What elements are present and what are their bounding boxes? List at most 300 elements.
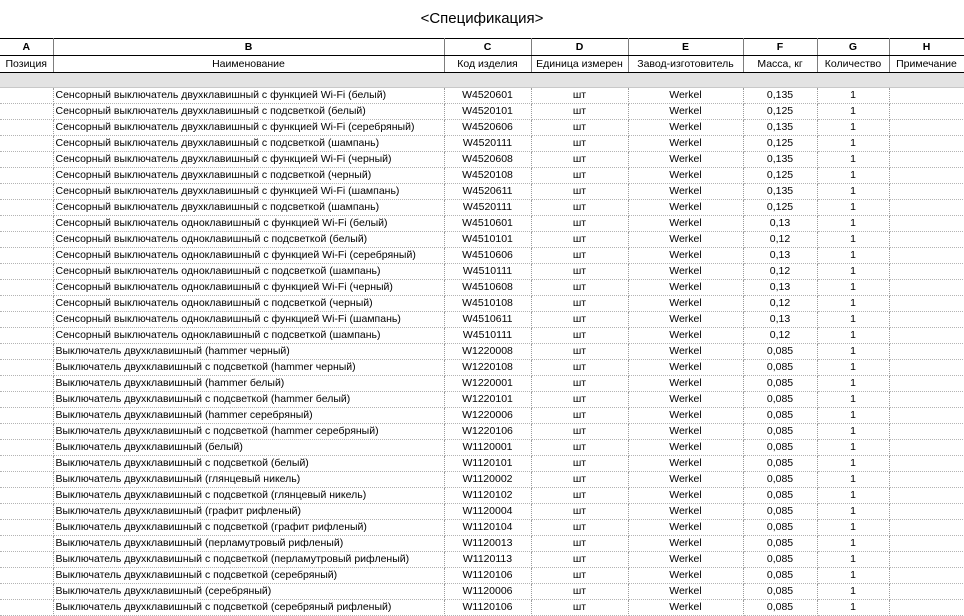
cell-position[interactable] <box>0 136 53 152</box>
cell-unit[interactable]: шт <box>531 408 628 424</box>
cell-code[interactable]: W4510611 <box>444 312 531 328</box>
cell-quantity[interactable]: 1 <box>817 232 889 248</box>
table-row[interactable] <box>0 264 964 280</box>
cell-manufacturer[interactable]: Werkel <box>628 136 743 152</box>
cell-mass[interactable]: 0,085 <box>743 568 817 584</box>
cell-quantity[interactable]: 1 <box>817 88 889 104</box>
table-row[interactable] <box>0 536 964 552</box>
cell-unit[interactable]: шт <box>531 152 628 168</box>
cell-manufacturer[interactable]: Werkel <box>628 456 743 472</box>
cell-quantity[interactable]: 1 <box>817 216 889 232</box>
cell-note[interactable] <box>889 520 964 536</box>
cell-code[interactable]: W1220106 <box>444 424 531 440</box>
table-row[interactable] <box>0 424 964 440</box>
table-row[interactable] <box>0 520 964 536</box>
table-row[interactable] <box>0 168 964 184</box>
cell-manufacturer[interactable]: Werkel <box>628 328 743 344</box>
column-letter[interactable]: F <box>743 39 817 56</box>
cell-quantity[interactable]: 1 <box>817 296 889 312</box>
table-row[interactable] <box>0 120 964 136</box>
cell-mass[interactable]: 0,13 <box>743 312 817 328</box>
cell-note[interactable] <box>889 408 964 424</box>
cell-manufacturer[interactable]: Werkel <box>628 504 743 520</box>
cell-quantity[interactable]: 1 <box>817 392 889 408</box>
cell-unit[interactable]: шт <box>531 376 628 392</box>
cell-unit[interactable]: шт <box>531 456 628 472</box>
cell-code[interactable]: W4520101 <box>444 104 531 120</box>
cell-mass[interactable]: 0,13 <box>743 280 817 296</box>
cell-note[interactable] <box>889 360 964 376</box>
cell-manufacturer[interactable]: Werkel <box>628 360 743 376</box>
cell-position[interactable] <box>0 520 53 536</box>
cell-unit[interactable]: шт <box>531 504 628 520</box>
cell-unit[interactable]: шт <box>531 136 628 152</box>
table-row[interactable] <box>0 232 964 248</box>
cell-position[interactable] <box>0 440 53 456</box>
cell-position[interactable] <box>0 152 53 168</box>
cell-mass[interactable]: 0,125 <box>743 136 817 152</box>
cell-manufacturer[interactable]: Werkel <box>628 168 743 184</box>
cell-name[interactable]: Сенсорный выключатель двухклавишный с функцией Wi-Fi (серебряный) <box>53 120 444 136</box>
cell-code[interactable]: W1220108 <box>444 360 531 376</box>
cell-unit[interactable]: шт <box>531 360 628 376</box>
cell-unit[interactable]: шт <box>531 296 628 312</box>
cell-quantity[interactable]: 1 <box>817 312 889 328</box>
cell-name[interactable]: Выключатель двухклавишный (hammer белый) <box>53 376 444 392</box>
cell-position[interactable] <box>0 568 53 584</box>
cell-unit[interactable]: шт <box>531 168 628 184</box>
cell-code[interactable]: W1120104 <box>444 520 531 536</box>
cell-code[interactable]: W1120106 <box>444 568 531 584</box>
cell-quantity[interactable]: 1 <box>817 248 889 264</box>
cell-note[interactable] <box>889 504 964 520</box>
cell-position[interactable] <box>0 328 53 344</box>
cell-position[interactable] <box>0 376 53 392</box>
cell-mass[interactable]: 0,085 <box>743 600 817 616</box>
cell-name[interactable]: Сенсорный выключатель двухклавишный с подсветкой (черный) <box>53 168 444 184</box>
cell-note[interactable] <box>889 472 964 488</box>
cell-quantity[interactable]: 1 <box>817 200 889 216</box>
cell-note[interactable] <box>889 280 964 296</box>
table-row[interactable] <box>0 344 964 360</box>
cell-code[interactable]: W4520601 <box>444 88 531 104</box>
table-row[interactable] <box>0 152 964 168</box>
cell-unit[interactable]: шт <box>531 392 628 408</box>
cell-manufacturer[interactable]: Werkel <box>628 440 743 456</box>
cell-name[interactable]: Выключатель двухклавишный (hammer черный) <box>53 344 444 360</box>
cell-name[interactable]: Выключатель двухклавишный с подсветкой (hammer серебряный) <box>53 424 444 440</box>
cell-mass[interactable]: 0,085 <box>743 520 817 536</box>
cell-manufacturer[interactable]: Werkel <box>628 568 743 584</box>
table-row[interactable] <box>0 184 964 200</box>
cell-unit[interactable]: шт <box>531 600 628 616</box>
table-row[interactable] <box>0 328 964 344</box>
cell-note[interactable] <box>889 440 964 456</box>
cell-position[interactable] <box>0 264 53 280</box>
column-header-manufacturer[interactable]: Завод-изготовитель <box>628 56 743 73</box>
cell-position[interactable] <box>0 600 53 616</box>
cell-name[interactable]: Сенсорный выключатель одноклавишный с подсветкой (шампань) <box>53 328 444 344</box>
cell-quantity[interactable]: 1 <box>817 488 889 504</box>
cell-note[interactable] <box>889 344 964 360</box>
table-row[interactable] <box>0 280 964 296</box>
cell-manufacturer[interactable]: Werkel <box>628 552 743 568</box>
cell-mass[interactable]: 0,085 <box>743 488 817 504</box>
cell-mass[interactable]: 0,085 <box>743 408 817 424</box>
cell-manufacturer[interactable]: Werkel <box>628 232 743 248</box>
cell-mass[interactable]: 0,12 <box>743 328 817 344</box>
cell-name[interactable]: Выключатель двухклавишный с подсветкой (hammer белый) <box>53 392 444 408</box>
cell-note[interactable] <box>889 152 964 168</box>
cell-unit[interactable]: шт <box>531 520 628 536</box>
cell-name[interactable]: Сенсорный выключатель двухклавишный с подсветкой (шампань) <box>53 200 444 216</box>
cell-note[interactable] <box>889 200 964 216</box>
cell-position[interactable] <box>0 456 53 472</box>
cell-note[interactable] <box>889 248 964 264</box>
table-row[interactable] <box>0 312 964 328</box>
cell-unit[interactable]: шт <box>531 232 628 248</box>
cell-name[interactable]: Выключатель двухклавишный (графит рифленый) <box>53 504 444 520</box>
cell-quantity[interactable]: 1 <box>817 120 889 136</box>
cell-note[interactable] <box>889 424 964 440</box>
cell-quantity[interactable]: 1 <box>817 280 889 296</box>
cell-code[interactable]: W1120004 <box>444 504 531 520</box>
cell-code[interactable]: W1220001 <box>444 376 531 392</box>
column-header-position[interactable]: Позиция <box>0 56 53 73</box>
cell-quantity[interactable]: 1 <box>817 344 889 360</box>
cell-name[interactable]: Сенсорный выключатель одноклавишный с функцией Wi-Fi (серебряный) <box>53 248 444 264</box>
cell-code[interactable]: W1120106 <box>444 600 531 616</box>
cell-note[interactable] <box>889 376 964 392</box>
cell-manufacturer[interactable]: Werkel <box>628 184 743 200</box>
cell-name[interactable]: Выключатель двухклавишный с подсветкой (глянцевый никель) <box>53 488 444 504</box>
cell-position[interactable] <box>0 552 53 568</box>
cell-unit[interactable]: шт <box>531 312 628 328</box>
cell-name[interactable]: Выключатель двухклавишный с подсветкой (белый) <box>53 456 444 472</box>
table-row[interactable] <box>0 136 964 152</box>
cell-note[interactable] <box>889 216 964 232</box>
table-row[interactable] <box>0 88 964 104</box>
cell-note[interactable] <box>889 104 964 120</box>
cell-position[interactable] <box>0 392 53 408</box>
cell-mass[interactable]: 0,085 <box>743 472 817 488</box>
cell-mass[interactable]: 0,085 <box>743 456 817 472</box>
cell-mass[interactable]: 0,085 <box>743 360 817 376</box>
cell-code[interactable]: W4510111 <box>444 264 531 280</box>
cell-quantity[interactable]: 1 <box>817 168 889 184</box>
cell-name[interactable]: Сенсорный выключатель одноклавишный с подсветкой (шампань) <box>53 264 444 280</box>
column-header-code[interactable]: Код изделия <box>444 56 531 73</box>
cell-code[interactable]: W1120113 <box>444 552 531 568</box>
cell-mass[interactable]: 0,135 <box>743 152 817 168</box>
table-row[interactable] <box>0 456 964 472</box>
table-row[interactable] <box>0 552 964 568</box>
cell-name[interactable]: Выключатель двухклавишный с подсветкой (серебряный) <box>53 568 444 584</box>
cell-manufacturer[interactable]: Werkel <box>628 488 743 504</box>
cell-quantity[interactable]: 1 <box>817 472 889 488</box>
cell-quantity[interactable]: 1 <box>817 456 889 472</box>
cell-manufacturer[interactable]: Werkel <box>628 280 743 296</box>
cell-position[interactable] <box>0 488 53 504</box>
cell-note[interactable] <box>889 264 964 280</box>
table-row[interactable] <box>0 200 964 216</box>
cell-name[interactable]: Выключатель двухклавишный с подсветкой (перламутровый рифленый) <box>53 552 444 568</box>
table-row[interactable] <box>0 360 964 376</box>
cell-unit[interactable]: шт <box>531 472 628 488</box>
cell-note[interactable] <box>889 584 964 600</box>
cell-position[interactable] <box>0 280 53 296</box>
cell-unit[interactable]: шт <box>531 216 628 232</box>
cell-unit[interactable]: шт <box>531 424 628 440</box>
cell-code[interactable]: W1220006 <box>444 408 531 424</box>
cell-position[interactable] <box>0 88 53 104</box>
cell-manufacturer[interactable]: Werkel <box>628 376 743 392</box>
table-row[interactable] <box>0 600 964 616</box>
cell-note[interactable] <box>889 296 964 312</box>
column-header-unit[interactable]: Единица измерен <box>531 56 628 73</box>
cell-position[interactable] <box>0 216 53 232</box>
cell-note[interactable] <box>889 168 964 184</box>
column-letter[interactable]: D <box>531 39 628 56</box>
cell-note[interactable] <box>889 456 964 472</box>
cell-note[interactable] <box>889 232 964 248</box>
cell-name[interactable]: Сенсорный выключатель одноклавишный с подсветкой (белый) <box>53 232 444 248</box>
table-row[interactable] <box>0 392 964 408</box>
cell-code[interactable]: W4520108 <box>444 168 531 184</box>
cell-name[interactable]: Сенсорный выключатель двухклавишный с функцией Wi-Fi (черный) <box>53 152 444 168</box>
cell-mass[interactable]: 0,135 <box>743 88 817 104</box>
cell-unit[interactable]: шт <box>531 344 628 360</box>
column-header-note[interactable]: Примечание <box>889 56 964 73</box>
cell-note[interactable] <box>889 392 964 408</box>
cell-mass[interactable]: 0,085 <box>743 584 817 600</box>
table-row[interactable] <box>0 504 964 520</box>
cell-name[interactable]: Выключатель двухклавишный с подсветкой (hammer черный) <box>53 360 444 376</box>
cell-quantity[interactable]: 1 <box>817 600 889 616</box>
cell-position[interactable] <box>0 536 53 552</box>
cell-note[interactable] <box>889 552 964 568</box>
cell-note[interactable] <box>889 120 964 136</box>
cell-position[interactable] <box>0 504 53 520</box>
cell-mass[interactable]: 0,085 <box>743 392 817 408</box>
cell-manufacturer[interactable]: Werkel <box>628 584 743 600</box>
cell-unit[interactable]: шт <box>531 200 628 216</box>
column-letter[interactable]: G <box>817 39 889 56</box>
cell-quantity[interactable]: 1 <box>817 136 889 152</box>
cell-note[interactable] <box>889 328 964 344</box>
cell-quantity[interactable]: 1 <box>817 264 889 280</box>
cell-unit[interactable]: шт <box>531 120 628 136</box>
table-row[interactable] <box>0 376 964 392</box>
cell-name[interactable]: Сенсорный выключатель двухклавишный с функцией Wi-Fi (белый) <box>53 88 444 104</box>
cell-name[interactable]: Сенсорный выключатель двухклавишный с подсветкой (шампань) <box>53 136 444 152</box>
cell-position[interactable] <box>0 120 53 136</box>
cell-manufacturer[interactable]: Werkel <box>628 408 743 424</box>
cell-manufacturer[interactable]: Werkel <box>628 472 743 488</box>
cell-code[interactable]: W1120006 <box>444 584 531 600</box>
cell-code[interactable]: W1220101 <box>444 392 531 408</box>
cell-position[interactable] <box>0 232 53 248</box>
cell-manufacturer[interactable]: Werkel <box>628 600 743 616</box>
cell-manufacturer[interactable]: Werkel <box>628 536 743 552</box>
cell-position[interactable] <box>0 424 53 440</box>
table-row[interactable] <box>0 104 964 120</box>
cell-position[interactable] <box>0 248 53 264</box>
cell-note[interactable] <box>889 136 964 152</box>
cell-code[interactable]: W4520606 <box>444 120 531 136</box>
cell-unit[interactable]: шт <box>531 248 628 264</box>
cell-note[interactable] <box>889 536 964 552</box>
cell-position[interactable] <box>0 104 53 120</box>
column-header-quantity[interactable]: Количество <box>817 56 889 73</box>
cell-mass[interactable]: 0,12 <box>743 296 817 312</box>
cell-mass[interactable]: 0,085 <box>743 376 817 392</box>
table-row[interactable] <box>0 440 964 456</box>
cell-position[interactable] <box>0 408 53 424</box>
cell-manufacturer[interactable]: Werkel <box>628 88 743 104</box>
cell-name[interactable]: Сенсорный выключатель одноклавишный с функцией Wi-Fi (белый) <box>53 216 444 232</box>
cell-quantity[interactable]: 1 <box>817 520 889 536</box>
cell-quantity[interactable]: 1 <box>817 408 889 424</box>
cell-manufacturer[interactable]: Werkel <box>628 200 743 216</box>
cell-manufacturer[interactable]: Werkel <box>628 216 743 232</box>
cell-quantity[interactable]: 1 <box>817 184 889 200</box>
column-letter[interactable]: E <box>628 39 743 56</box>
cell-code[interactable]: W4520111 <box>444 136 531 152</box>
cell-mass[interactable]: 0,12 <box>743 232 817 248</box>
cell-manufacturer[interactable]: Werkel <box>628 392 743 408</box>
cell-name[interactable]: Сенсорный выключатель двухклавишный с подсветкой (белый) <box>53 104 444 120</box>
cell-mass[interactable]: 0,085 <box>743 344 817 360</box>
table-row[interactable] <box>0 408 964 424</box>
table-row[interactable] <box>0 248 964 264</box>
cell-code[interactable]: W1120002 <box>444 472 531 488</box>
cell-note[interactable] <box>889 312 964 328</box>
cell-position[interactable] <box>0 584 53 600</box>
cell-mass[interactable]: 0,12 <box>743 264 817 280</box>
cell-manufacturer[interactable]: Werkel <box>628 264 743 280</box>
cell-mass[interactable]: 0,085 <box>743 440 817 456</box>
cell-name[interactable]: Сенсорный выключатель двухклавишный с функцией Wi-Fi (шампань) <box>53 184 444 200</box>
cell-quantity[interactable]: 1 <box>817 504 889 520</box>
cell-unit[interactable]: шт <box>531 536 628 552</box>
cell-code[interactable]: W4510608 <box>444 280 531 296</box>
cell-position[interactable] <box>0 200 53 216</box>
cell-position[interactable] <box>0 168 53 184</box>
cell-mass[interactable]: 0,085 <box>743 536 817 552</box>
table-row[interactable] <box>0 216 964 232</box>
cell-unit[interactable]: шт <box>531 568 628 584</box>
cell-unit[interactable]: шт <box>531 184 628 200</box>
cell-quantity[interactable]: 1 <box>817 104 889 120</box>
cell-quantity[interactable]: 1 <box>817 152 889 168</box>
cell-code[interactable]: W1120102 <box>444 488 531 504</box>
cell-position[interactable] <box>0 312 53 328</box>
cell-mass[interactable]: 0,135 <box>743 120 817 136</box>
cell-position[interactable] <box>0 344 53 360</box>
cell-note[interactable] <box>889 488 964 504</box>
cell-quantity[interactable]: 1 <box>817 584 889 600</box>
cell-note[interactable] <box>889 88 964 104</box>
cell-code[interactable]: W4520611 <box>444 184 531 200</box>
cell-name[interactable]: Выключатель двухклавишный (серебряный) <box>53 584 444 600</box>
column-header-name[interactable]: Наименование <box>53 56 444 73</box>
cell-code[interactable]: W1120101 <box>444 456 531 472</box>
cell-code[interactable]: W1120001 <box>444 440 531 456</box>
cell-quantity[interactable]: 1 <box>817 328 889 344</box>
cell-mass[interactable]: 0,135 <box>743 184 817 200</box>
cell-mass[interactable]: 0,085 <box>743 552 817 568</box>
cell-manufacturer[interactable]: Werkel <box>628 424 743 440</box>
cell-unit[interactable]: шт <box>531 88 628 104</box>
cell-unit[interactable]: шт <box>531 552 628 568</box>
table-row[interactable] <box>0 488 964 504</box>
table-row[interactable] <box>0 472 964 488</box>
cell-mass[interactable]: 0,13 <box>743 248 817 264</box>
cell-code[interactable]: W4520111 <box>444 200 531 216</box>
cell-manufacturer[interactable]: Werkel <box>628 152 743 168</box>
cell-name[interactable]: Сенсорный выключатель одноклавишный с подсветкой (черный) <box>53 296 444 312</box>
cell-manufacturer[interactable]: Werkel <box>628 312 743 328</box>
table-row[interactable] <box>0 584 964 600</box>
cell-manufacturer[interactable]: Werkel <box>628 248 743 264</box>
cell-manufacturer[interactable]: Werkel <box>628 104 743 120</box>
column-letter[interactable]: A <box>0 39 53 56</box>
cell-code[interactable]: W4510111 <box>444 328 531 344</box>
cell-name[interactable]: Выключатель двухклавишный (перламутровый рифленый) <box>53 536 444 552</box>
cell-name[interactable]: Выключатель двухклавишный (hammer серебряный) <box>53 408 444 424</box>
cell-position[interactable] <box>0 296 53 312</box>
cell-name[interactable]: Сенсорный выключатель одноклавишный с функцией Wi-Fi (шампань) <box>53 312 444 328</box>
cell-name[interactable]: Выключатель двухклавишный (белый) <box>53 440 444 456</box>
cell-position[interactable] <box>0 360 53 376</box>
cell-manufacturer[interactable]: Werkel <box>628 120 743 136</box>
cell-unit[interactable]: шт <box>531 280 628 296</box>
cell-quantity[interactable]: 1 <box>817 360 889 376</box>
cell-quantity[interactable]: 1 <box>817 376 889 392</box>
cell-position[interactable] <box>0 472 53 488</box>
cell-code[interactable]: W4510601 <box>444 216 531 232</box>
cell-mass[interactable]: 0,125 <box>743 104 817 120</box>
cell-quantity[interactable]: 1 <box>817 536 889 552</box>
cell-mass[interactable]: 0,085 <box>743 424 817 440</box>
cell-note[interactable] <box>889 600 964 616</box>
cell-manufacturer[interactable]: Werkel <box>628 344 743 360</box>
cell-quantity[interactable]: 1 <box>817 440 889 456</box>
cell-code[interactable]: W4510606 <box>444 248 531 264</box>
cell-code[interactable]: W4510108 <box>444 296 531 312</box>
column-letter[interactable]: H <box>889 39 964 56</box>
cell-code[interactable]: W4520608 <box>444 152 531 168</box>
cell-unit[interactable]: шт <box>531 104 628 120</box>
cell-manufacturer[interactable]: Werkel <box>628 520 743 536</box>
table-row[interactable] <box>0 568 964 584</box>
cell-mass[interactable]: 0,085 <box>743 504 817 520</box>
cell-name[interactable]: Выключатель двухклавишный с подсветкой (серебряный рифленый) <box>53 600 444 616</box>
cell-name[interactable]: Выключатель двухклавишный (глянцевый никель) <box>53 472 444 488</box>
cell-quantity[interactable]: 1 <box>817 424 889 440</box>
column-header-mass[interactable]: Масса, кг <box>743 56 817 73</box>
cell-mass[interactable]: 0,125 <box>743 168 817 184</box>
cell-mass[interactable]: 0,125 <box>743 200 817 216</box>
cell-quantity[interactable]: 1 <box>817 568 889 584</box>
cell-code[interactable]: W1220008 <box>444 344 531 360</box>
cell-manufacturer[interactable]: Werkel <box>628 296 743 312</box>
cell-mass[interactable]: 0,13 <box>743 216 817 232</box>
cell-unit[interactable]: шт <box>531 488 628 504</box>
cell-position[interactable] <box>0 184 53 200</box>
cell-unit[interactable]: шт <box>531 328 628 344</box>
